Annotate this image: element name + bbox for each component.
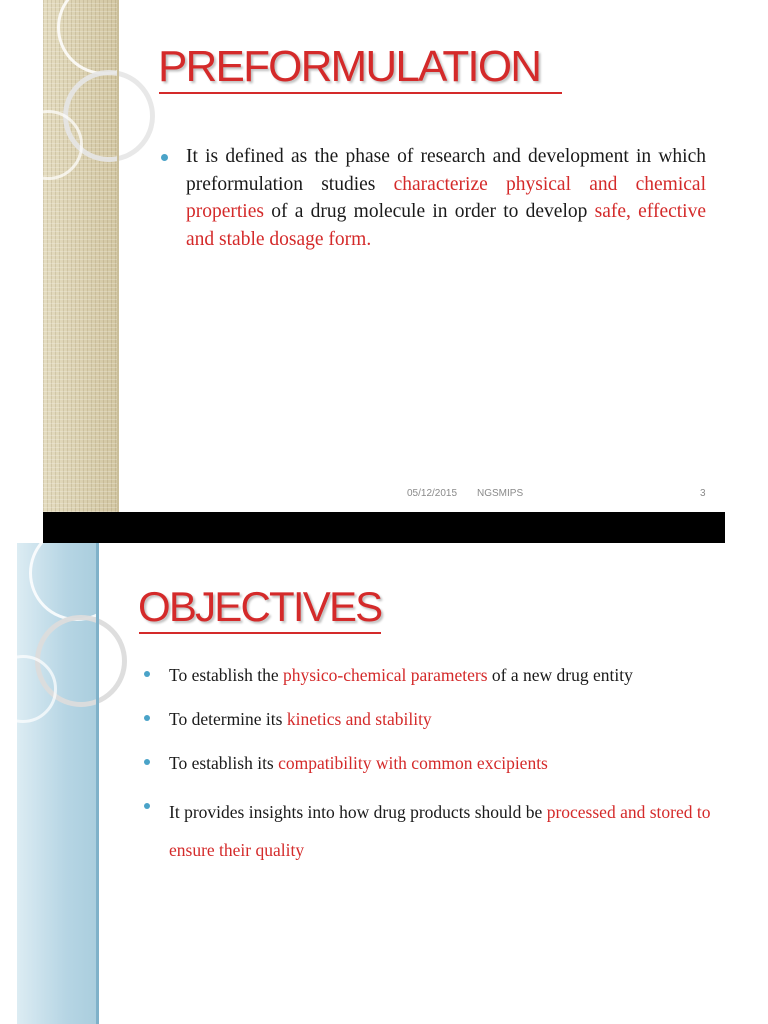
title-underline — [159, 92, 562, 94]
item-text: To establish its — [169, 753, 279, 773]
bullet-dot-icon — [144, 671, 150, 677]
list-item-text — [169, 749, 744, 777]
slide-side-strip — [17, 543, 99, 1024]
list-item — [144, 749, 744, 777]
item-text: It provides insights into how drug products should be — [169, 802, 547, 822]
bullet-dot-icon — [144, 803, 150, 809]
list-item — [144, 705, 744, 733]
objectives-list — [144, 661, 744, 885]
footer-page-number: 3 — [700, 488, 706, 499]
footer-date: 05/12/2015 — [407, 488, 458, 499]
bullet-dot-icon — [161, 154, 168, 161]
bullet-dot-icon — [144, 759, 150, 765]
footer-org: NGSMIPS — [477, 488, 524, 499]
definition-text: It is defined as the phase of research and development in which preformulation studies — [186, 146, 706, 195]
slide-title: OBJECTIVES — [138, 583, 382, 630]
slide-title: PREFORMULATION — [158, 42, 541, 91]
highlight-text: processed and stored to ensure their quality — [169, 802, 711, 860]
highlight-text: characterize physical and chemical properties — [186, 173, 706, 222]
list-item-text — [169, 661, 744, 689]
highlight-text: safe, effective and stable dosage form. — [186, 201, 706, 250]
highlight-text: compatibility with common excipients — [278, 753, 548, 773]
bullet-item — [161, 143, 706, 253]
slide-preformulation — [43, 0, 725, 512]
decorative-ring-icon — [57, 0, 152, 75]
list-item-text — [169, 705, 744, 733]
highlight-text: kinetics and stability — [286, 709, 432, 729]
slide-objectives — [17, 543, 768, 1024]
item-text: To determine its — [169, 709, 287, 729]
item-text: To establish the — [169, 665, 283, 685]
slide-separator-bar — [43, 512, 725, 543]
highlight-text: physico-chemical parameters — [282, 665, 488, 685]
definition-paragraph — [186, 143, 706, 253]
bullet-dot-icon — [144, 715, 150, 721]
item-text: of a new drug entity — [487, 665, 633, 685]
title-underline — [139, 632, 381, 634]
definition-text: of a drug molecule in order to develop — [263, 201, 595, 222]
slide-side-strip — [43, 0, 119, 512]
decorative-ring-icon — [29, 543, 125, 621]
list-item — [144, 793, 744, 869]
list-item-text — [169, 793, 744, 869]
list-item — [144, 661, 744, 689]
